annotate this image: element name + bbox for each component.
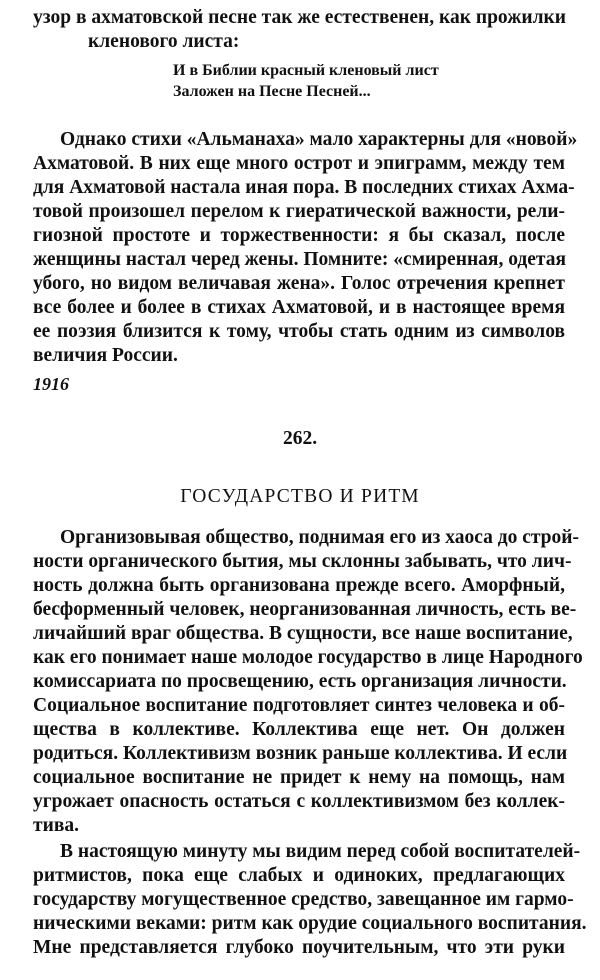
text-line: ритмистов, пока еще слабых и одиноких, предлагающих xyxy=(33,865,565,886)
text-line: узор в ахматовской песне так же естественен, как прожилки xyxy=(33,7,566,28)
text-line: бесформенный человек, неорганизованная личность, есть ве- xyxy=(33,599,577,620)
text-line: личайший враг общества. В сущности, все наше воспитание, xyxy=(33,623,573,644)
section-number: 262. xyxy=(282,428,318,449)
text-line: ее поэзия близится к тому, чтобы стать одним из символов xyxy=(33,321,565,342)
poem-line: Заложен на Песне Песней... xyxy=(173,83,371,100)
text-line: В настоящую минуту мы видим перед собой воспитателей- xyxy=(60,841,581,862)
text-line: Ахматовой. В них еще много острот и эпиграмм, между тем xyxy=(33,153,565,174)
text-line: женщины настал черед жены. Помните: «смиренная, одетая xyxy=(33,249,567,270)
text-line: как его понимает наше молодое государство в лице Народного xyxy=(33,647,583,668)
text-line: государству могущественное средство, завещанное им гармо- xyxy=(33,889,574,910)
section-title: ГОСУДАРСТВО И РИТМ xyxy=(180,486,420,507)
text-line: тива. xyxy=(33,815,79,836)
poem-line: И в Библии красный кленовый лист xyxy=(173,62,439,79)
text-line: комиссариата по просвещению, есть организация личности. xyxy=(33,671,567,692)
text-line: Организовывая общество, поднимая его из хаоса до строй- xyxy=(60,527,579,548)
text-line: Социальное воспитание подготовляет синтез человека и об- xyxy=(33,695,565,716)
text-line: ническими веками: ритм как орудие социального воспитания. xyxy=(33,913,587,934)
date: 1916 xyxy=(33,374,69,394)
text-line: все более и более в стихах Ахматовой, и в настоящее время xyxy=(33,297,565,318)
text-line: гиозной простоте и торжественности: я бы сказал, после xyxy=(33,225,565,246)
text-line: Мне представляется глубоко поучительным, что эти руки xyxy=(33,937,565,958)
text-line: ности органического бытия, мы склонны забывать, что лич- xyxy=(33,551,572,572)
text-line: для Ахматовой настала иная пора. В последних стихах Ахма- xyxy=(33,177,575,198)
text-line: убого, но видом величавая жена». Голос отречения крепнет xyxy=(33,273,565,294)
text-line: товой произошел перелом к гиератической важности, рели- xyxy=(33,201,565,222)
text-line: угрожает опасность остаться с коллективизмом без коллек- xyxy=(33,791,565,812)
text-line: Однако стихи «Альманаха» мало характерны для «новой» xyxy=(60,129,578,150)
text-line: величия России. xyxy=(33,345,178,366)
text-line: щества в коллективе. Коллектива еще нет. Он должен xyxy=(33,719,565,740)
text-line: кленового листа: xyxy=(88,31,240,52)
text-line: ность должна быть организована прежде всего. Аморфный, xyxy=(33,575,565,596)
text-line: социальное воспитание не придет к нему на помощь, нам xyxy=(33,767,565,788)
text-line: родиться. Коллективизм возник раньше коллектива. И если xyxy=(33,743,568,764)
